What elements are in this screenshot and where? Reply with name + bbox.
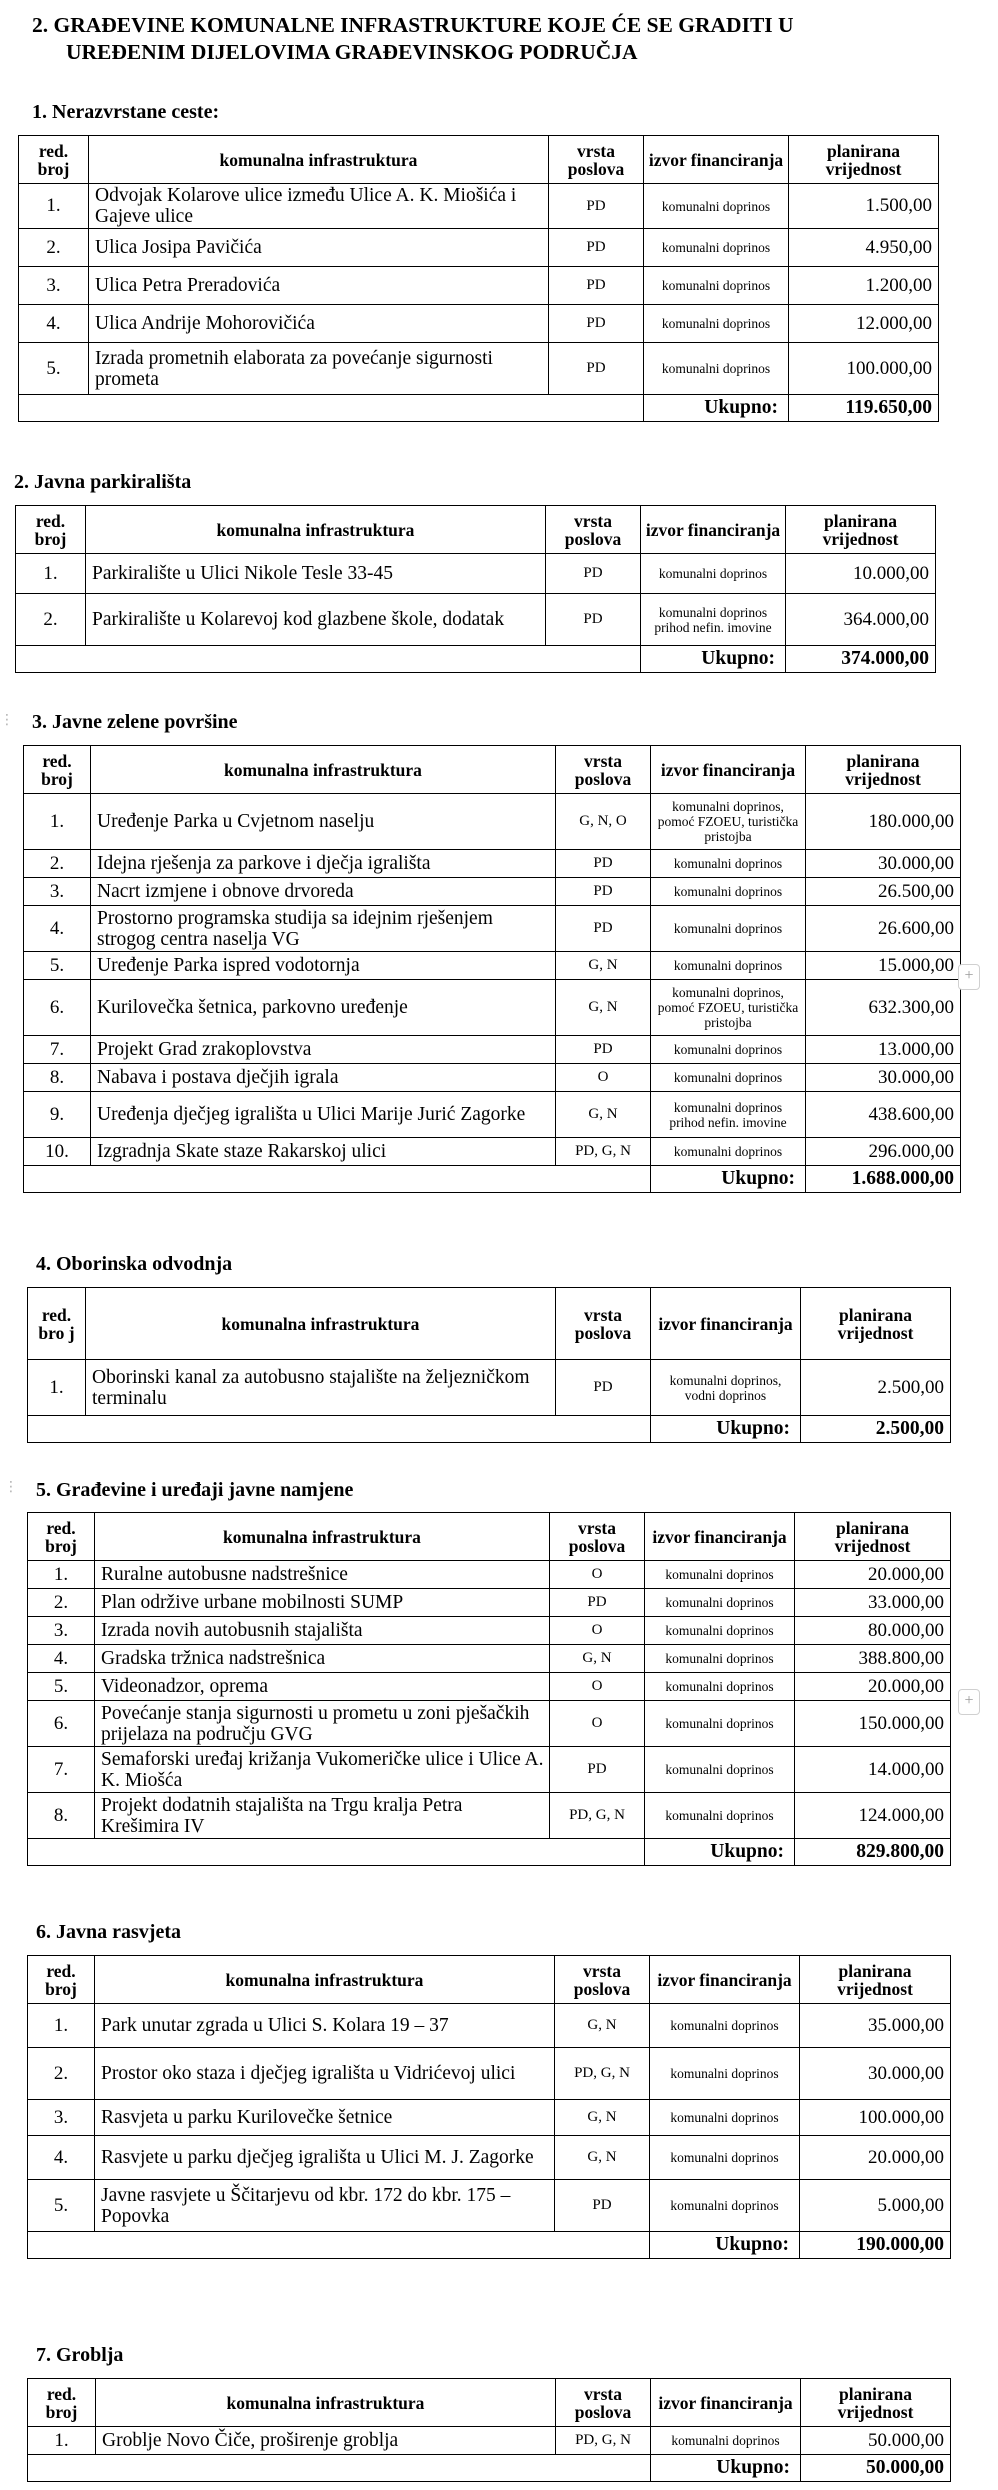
row-izvor-financiranja: komunalni doprinos xyxy=(650,2004,800,2048)
row-infrastruktura: Rasvjete u parku dječjeg igrališta u Ulici M. J. Zagorke xyxy=(95,2136,555,2180)
row-vrijednost: 35.000,00 xyxy=(800,2004,951,2048)
row-infrastruktura: Izrada novih autobusnih stajališta xyxy=(95,1617,550,1645)
row-vrijednost: 50.000,00 xyxy=(801,2427,951,2455)
row-vrijednost: 180.000,00 xyxy=(806,794,961,850)
row-infrastruktura: Uređenje Parka ispred vodotornja xyxy=(91,952,556,980)
row-vrsta-poslova: PD, G, N xyxy=(555,2048,650,2100)
total-label: Ukupno: xyxy=(645,1839,795,1866)
header-izvor-financiranja: izvor financiranja xyxy=(651,746,806,794)
row-infrastruktura: Izrada prometnih elaborata za povećanje sigurnosti prometa xyxy=(89,343,549,395)
table-row xyxy=(28,2048,951,2100)
row-vrijednost: 20.000,00 xyxy=(800,2136,951,2180)
row-number: 5. xyxy=(28,2180,95,2232)
row-izvor-financiranja: komunalni doprinos xyxy=(651,1036,806,1064)
row-izvor-financiranja: komunalni doprinos xyxy=(651,850,806,878)
row-vrsta-poslova: G, N xyxy=(556,980,651,1036)
row-vrijednost: 30.000,00 xyxy=(806,850,961,878)
row-vrijednost: 100.000,00 xyxy=(800,2100,951,2136)
row-infrastruktura: Javne rasvjete u Ščitarjevu od kbr. 172 do kbr. 175 – Popovka xyxy=(95,2180,555,2232)
header-vrsta-poslova: vrsta poslova xyxy=(550,1513,645,1561)
row-number: 10. xyxy=(24,1138,91,1166)
section-table xyxy=(27,1955,951,2259)
row-infrastruktura: Ulica Andrije Mohorovičića xyxy=(89,305,549,343)
total-row xyxy=(24,1166,961,1193)
section-table xyxy=(15,505,936,673)
row-infrastruktura: Izgradnja Skate staze Rakarskoj ulici xyxy=(91,1138,556,1166)
total-spacer xyxy=(28,1416,651,1443)
table-row xyxy=(19,229,939,267)
table-header-row xyxy=(28,1956,951,2004)
row-vrsta-poslova: PD xyxy=(556,906,651,952)
row-vrijednost: 364.000,00 xyxy=(786,594,936,646)
row-vrsta-poslova: PD xyxy=(550,1589,645,1617)
table-row xyxy=(28,1793,951,1839)
row-infrastruktura: Prostor oko staza i dječjeg igrališta u Vidrićevoj ulici xyxy=(95,2048,555,2100)
total-row xyxy=(28,2232,951,2259)
row-number: 5. xyxy=(28,1673,95,1701)
row-izvor-financiranja: komunalni doprinos xyxy=(645,1701,795,1747)
row-vrijednost: 15.000,00 xyxy=(806,952,961,980)
section-title: 7. Groblja xyxy=(36,2344,124,2366)
row-vrijednost: 296.000,00 xyxy=(806,1138,961,1166)
row-vrsta-poslova: PD xyxy=(549,229,644,267)
drag-handle-icon[interactable]: ⋮ xyxy=(4,1479,18,1495)
row-infrastruktura: Uređenja dječjeg igrališta u Ulici Marije Jurić Zagorke xyxy=(91,1092,556,1138)
row-infrastruktura: Uređenje Parka u Cvjetnom naselju xyxy=(91,794,556,850)
header-planirana-vrijednost: planirana vrijednost xyxy=(786,506,936,554)
row-number: 1. xyxy=(28,1561,95,1589)
section-title: 6. Javna rasvjeta xyxy=(36,1921,181,1943)
row-number: 6. xyxy=(24,980,91,1036)
row-number: 8. xyxy=(24,1064,91,1092)
row-vrijednost: 14.000,00 xyxy=(795,1747,951,1793)
row-vrsta-poslova: PD xyxy=(556,1360,651,1416)
table-row xyxy=(28,1617,951,1645)
table-row xyxy=(24,906,961,952)
add-row-icon[interactable]: + xyxy=(958,1689,980,1715)
total-value: 190.000,00 xyxy=(800,2232,951,2259)
header-red-broj: red. broj xyxy=(28,1513,95,1561)
table-row xyxy=(19,184,939,229)
row-number: 1. xyxy=(16,554,86,594)
header-infrastruktura: komunalna infrastruktura xyxy=(86,506,546,554)
header-planirana-vrijednost: planirana vrijednost xyxy=(789,136,939,184)
header-red-broj: red. broj xyxy=(24,746,91,794)
row-infrastruktura: Semaforski uređaj križanja Vukomeričke ulice i Ulice A. K. Miošća xyxy=(95,1747,550,1793)
row-number: 4. xyxy=(28,1645,95,1673)
table-header-row xyxy=(28,1513,951,1561)
row-vrijednost: 30.000,00 xyxy=(800,2048,951,2100)
row-izvor-financiranja: komunalni doprinos xyxy=(651,1064,806,1092)
row-vrsta-poslova: O xyxy=(550,1561,645,1589)
row-izvor-financiranja: komunalni doprinos, pomoć FZOEU, turistička pristojba xyxy=(651,794,806,850)
row-vrsta-poslova: O xyxy=(556,1064,651,1092)
row-vrijednost: 26.600,00 xyxy=(806,906,961,952)
row-vrsta-poslova: PD xyxy=(555,2180,650,2232)
section-title: 2. Javna parkirališta xyxy=(14,471,192,493)
header-vrsta-poslova: vrsta poslova xyxy=(556,746,651,794)
row-number: 6. xyxy=(28,1701,95,1747)
table-row xyxy=(28,2427,951,2455)
header-red-broj: red. broj xyxy=(16,506,86,554)
row-izvor-financiranja: komunalni doprinos xyxy=(651,2427,801,2455)
row-infrastruktura: Park unutar zgrada u Ulici S. Kolara 19 – 37 xyxy=(95,2004,555,2048)
row-number: 4. xyxy=(28,2136,95,2180)
table-row xyxy=(24,980,961,1036)
section-title: 4. Oborinska odvodnja xyxy=(36,1253,233,1275)
row-vrsta-poslova: PD xyxy=(556,878,651,906)
row-vrijednost: 20.000,00 xyxy=(795,1561,951,1589)
header-infrastruktura: komunalna infrastruktura xyxy=(95,1956,555,2004)
row-vrsta-poslova: G, N xyxy=(555,2136,650,2180)
table-header-row xyxy=(16,506,936,554)
row-vrijednost: 100.000,00 xyxy=(789,343,939,395)
row-infrastruktura: Groblje Novo Čiče, proširenje groblja xyxy=(96,2427,556,2455)
total-spacer xyxy=(24,1166,651,1193)
header-izvor-financiranja: izvor financiranja xyxy=(645,1513,795,1561)
table-row xyxy=(28,1747,951,1793)
row-izvor-financiranja: komunalni doprinos xyxy=(644,229,789,267)
row-infrastruktura: Plan održive urbane mobilnosti SUMP xyxy=(95,1589,550,1617)
table-row xyxy=(19,267,939,305)
table-row xyxy=(24,952,961,980)
row-izvor-financiranja: komunalni doprinos xyxy=(645,1589,795,1617)
row-izvor-financiranja: komunalni doprinos xyxy=(644,305,789,343)
row-vrijednost: 1.200,00 xyxy=(789,267,939,305)
header-planirana-vrijednost: planirana vrijednost xyxy=(800,1956,951,2004)
total-label: Ukupno: xyxy=(651,2455,801,2482)
row-vrsta-poslova: PD, G, N xyxy=(556,1138,651,1166)
row-vrijednost: 438.600,00 xyxy=(806,1092,961,1138)
row-vrsta-poslova: PD xyxy=(549,343,644,395)
row-vrsta-poslova: O xyxy=(550,1701,645,1747)
row-vrijednost: 632.300,00 xyxy=(806,980,961,1036)
row-vrijednost: 26.500,00 xyxy=(806,878,961,906)
total-value: 374.000,00 xyxy=(786,646,936,673)
row-vrsta-poslova: G, N xyxy=(556,1092,651,1138)
total-row xyxy=(28,1416,951,1443)
row-vrsta-poslova: PD, G, N xyxy=(550,1793,645,1839)
row-vrsta-poslova: O xyxy=(550,1617,645,1645)
table-header-row xyxy=(24,746,961,794)
row-izvor-financiranja: komunalni doprinos xyxy=(651,878,806,906)
header-planirana-vrijednost: planirana vrijednost xyxy=(801,2379,951,2427)
row-izvor-financiranja: komunalni doprinos prihod nefin. imovine xyxy=(651,1092,806,1138)
table-row xyxy=(28,2100,951,2136)
total-value: 50.000,00 xyxy=(801,2455,951,2482)
row-number: 1. xyxy=(19,184,89,229)
row-vrijednost: 150.000,00 xyxy=(795,1701,951,1747)
row-infrastruktura: Ulica Petra Preradovića xyxy=(89,267,549,305)
row-vrijednost: 4.950,00 xyxy=(789,229,939,267)
row-number: 3. xyxy=(24,878,91,906)
total-value: 1.688.000,00 xyxy=(806,1166,961,1193)
total-spacer xyxy=(28,1839,645,1866)
heading-line-2: UREĐENIM DIJELOVIMA GRAĐEVINSKOG PODRUČJA xyxy=(66,40,638,64)
row-izvor-financiranja: komunalni doprinos xyxy=(650,2180,800,2232)
row-izvor-financiranja: komunalni doprinos xyxy=(645,1645,795,1673)
row-number: 4. xyxy=(19,305,89,343)
row-infrastruktura: Nabava i postava dječjih igrala xyxy=(91,1064,556,1092)
row-izvor-financiranja: komunalni doprinos xyxy=(650,2100,800,2136)
header-infrastruktura: komunalna infrastruktura xyxy=(95,1513,550,1561)
table-row xyxy=(19,305,939,343)
header-red-broj: red. broj xyxy=(28,1956,95,2004)
row-number: 1. xyxy=(24,794,91,850)
row-number: 2. xyxy=(24,850,91,878)
row-number: 9. xyxy=(24,1092,91,1138)
section-table xyxy=(18,135,939,422)
total-label: Ukupno: xyxy=(651,1166,806,1193)
row-infrastruktura: Rasvjeta u parku Kurilovečke šetnice xyxy=(95,2100,555,2136)
row-vrijednost: 5.000,00 xyxy=(800,2180,951,2232)
row-infrastruktura: Nacrt izmjene i obnove drvoreda xyxy=(91,878,556,906)
table-row xyxy=(24,1138,961,1166)
table-row xyxy=(24,878,961,906)
section-table xyxy=(27,1512,951,1866)
row-number: 1. xyxy=(28,2427,96,2455)
total-label: Ukupno: xyxy=(651,1416,801,1443)
section-title: 1. Nerazvrstane ceste: xyxy=(32,101,220,123)
row-vrijednost: 30.000,00 xyxy=(806,1064,961,1092)
total-row xyxy=(28,2455,951,2482)
section-title: 3. Javne zelene površine xyxy=(32,711,238,733)
row-vrijednost: 80.000,00 xyxy=(795,1617,951,1645)
row-infrastruktura: Parkiralište u Kolarevoj kod glazbene škole, dodatak xyxy=(86,594,546,646)
row-izvor-financiranja: komunalni doprinos, pomoć FZOEU, turistička pristojba xyxy=(651,980,806,1036)
table-row xyxy=(28,1645,951,1673)
row-izvor-financiranja: komunalni doprinos xyxy=(645,1617,795,1645)
table-header-row xyxy=(28,2379,951,2427)
total-value: 2.500,00 xyxy=(801,1416,951,1443)
row-vrijednost: 12.000,00 xyxy=(789,305,939,343)
row-vrijednost: 13.000,00 xyxy=(806,1036,961,1064)
row-number: 8. xyxy=(28,1793,95,1839)
row-vrsta-poslova: PD xyxy=(549,305,644,343)
heading-line-1: 2. GRAĐEVINE KOMUNALNE INFRASTRUKTURE KOJE ĆE SE GRADITI U xyxy=(32,13,794,37)
total-label: Ukupno: xyxy=(641,646,786,673)
section-table xyxy=(27,2378,951,2482)
table-row xyxy=(16,554,936,594)
section-table xyxy=(27,1287,951,1443)
row-infrastruktura: Kurilovečka šetnica, parkovno uređenje xyxy=(91,980,556,1036)
row-vrijednost: 10.000,00 xyxy=(786,554,936,594)
row-izvor-financiranja: komunalni doprinos xyxy=(644,343,789,395)
header-red-broj: red. bro j xyxy=(28,1288,86,1360)
header-infrastruktura: komunalna infrastruktura xyxy=(96,2379,556,2427)
header-vrsta-poslova: vrsta poslova xyxy=(555,1956,650,2004)
header-red-broj: red. broj xyxy=(28,2379,96,2427)
row-izvor-financiranja: komunalni doprinos prihod nefin. imovine xyxy=(641,594,786,646)
drag-handle-icon[interactable]: ⋮ xyxy=(0,712,14,728)
header-izvor-financiranja: izvor financiranja xyxy=(651,1288,801,1360)
add-row-icon[interactable]: + xyxy=(958,964,980,990)
header-planirana-vrijednost: planirana vrijednost xyxy=(806,746,961,794)
total-label: Ukupno: xyxy=(644,395,789,422)
total-row xyxy=(28,1839,951,1866)
header-vrsta-poslova: vrsta poslova xyxy=(556,2379,651,2427)
row-infrastruktura: Ulica Josipa Pavičića xyxy=(89,229,549,267)
row-number: 3. xyxy=(19,267,89,305)
row-infrastruktura: Oborinski kanal za autobusno stajalište na željezničkom terminalu xyxy=(86,1360,556,1416)
table-row xyxy=(28,2136,951,2180)
row-izvor-financiranja: komunalni doprinos xyxy=(651,952,806,980)
row-infrastruktura: Idejna rješenja za parkove i dječja igrališta xyxy=(91,850,556,878)
header-izvor-financiranja: izvor financiranja xyxy=(641,506,786,554)
row-infrastruktura: Gradska tržnica nadstrešnica xyxy=(95,1645,550,1673)
table-row xyxy=(19,343,939,395)
header-planirana-vrijednost: planirana vrijednost xyxy=(801,1288,951,1360)
row-number: 2. xyxy=(28,1589,95,1617)
row-izvor-financiranja: komunalni doprinos, vodni doprinos xyxy=(651,1360,801,1416)
row-number: 5. xyxy=(19,343,89,395)
total-spacer xyxy=(16,646,641,673)
row-number: 3. xyxy=(28,2100,95,2136)
row-number: 5. xyxy=(24,952,91,980)
row-infrastruktura: Parkiralište u Ulici Nikole Tesle 33-45 xyxy=(86,554,546,594)
row-izvor-financiranja: komunalni doprinos xyxy=(650,2048,800,2100)
row-number: 1. xyxy=(28,2004,95,2048)
row-vrsta-poslova: PD xyxy=(550,1747,645,1793)
total-spacer xyxy=(28,2232,650,2259)
row-vrsta-poslova: PD xyxy=(556,850,651,878)
row-vrsta-poslova: G, N xyxy=(556,952,651,980)
header-izvor-financiranja: izvor financiranja xyxy=(650,1956,800,2004)
row-infrastruktura: Projekt dodatnih stajališta na Trgu kralja Petra Krešimira IV xyxy=(95,1793,550,1839)
header-izvor-financiranja: izvor financiranja xyxy=(651,2379,801,2427)
table-row xyxy=(24,1092,961,1138)
row-vrsta-poslova: G, N, O xyxy=(556,794,651,850)
row-infrastruktura: Ruralne autobusne nadstrešnice xyxy=(95,1561,550,1589)
section-table xyxy=(23,745,961,1193)
row-infrastruktura: Videonadzor, oprema xyxy=(95,1673,550,1701)
total-value: 829.800,00 xyxy=(795,1839,951,1866)
row-number: 2. xyxy=(19,229,89,267)
row-number: 2. xyxy=(28,2048,95,2100)
table-row xyxy=(28,1589,951,1617)
row-vrsta-poslova: PD xyxy=(546,594,641,646)
row-izvor-financiranja: komunalni doprinos xyxy=(641,554,786,594)
table-row xyxy=(24,1064,961,1092)
row-vrsta-poslova: PD xyxy=(556,1036,651,1064)
row-infrastruktura: Odvojak Kolarove ulice između Ulice A. K. Miošića i Gajeve ulice xyxy=(89,184,549,229)
row-number: 7. xyxy=(28,1747,95,1793)
header-vrsta-poslova: vrsta poslova xyxy=(546,506,641,554)
row-izvor-financiranja: komunalni doprinos xyxy=(645,1793,795,1839)
row-infrastruktura: Projekt Grad zrakoplovstva xyxy=(91,1036,556,1064)
row-izvor-financiranja: komunalni doprinos xyxy=(651,1138,806,1166)
row-infrastruktura: Povećanje stanja sigurnosti u prometu u zoni pješačkih prijelaza na području GVG xyxy=(95,1701,550,1747)
row-izvor-financiranja: komunalni doprinos xyxy=(644,184,789,229)
header-infrastruktura: komunalna infrastruktura xyxy=(89,136,549,184)
table-row xyxy=(28,1673,951,1701)
row-vrsta-poslova: PD xyxy=(549,184,644,229)
row-vrsta-poslova: G, N xyxy=(555,2004,650,2048)
table-row xyxy=(28,1701,951,1747)
row-vrijednost: 33.000,00 xyxy=(795,1589,951,1617)
row-number: 7. xyxy=(24,1036,91,1064)
row-number: 4. xyxy=(24,906,91,952)
table-row xyxy=(24,1036,961,1064)
row-izvor-financiranja: komunalni doprinos xyxy=(651,906,806,952)
row-vrsta-poslova: PD, G, N xyxy=(556,2427,651,2455)
row-vrsta-poslova: PD xyxy=(549,267,644,305)
total-spacer xyxy=(19,395,644,422)
table-row xyxy=(28,2180,951,2232)
row-izvor-financiranja: komunalni doprinos xyxy=(644,267,789,305)
total-row xyxy=(19,395,939,422)
total-row xyxy=(16,646,936,673)
row-vrsta-poslova: G, N xyxy=(555,2100,650,2136)
table-row xyxy=(24,850,961,878)
row-izvor-financiranja: komunalni doprinos xyxy=(645,1561,795,1589)
total-spacer xyxy=(28,2455,651,2482)
row-number: 3. xyxy=(28,1617,95,1645)
row-infrastruktura: Prostorno programska studija sa idejnim rješenjem strogog centra naselja VG xyxy=(91,906,556,952)
row-number: 2. xyxy=(16,594,86,646)
row-vrijednost: 124.000,00 xyxy=(795,1793,951,1839)
row-vrsta-poslova: PD xyxy=(546,554,641,594)
total-value: 119.650,00 xyxy=(789,395,939,422)
table-header-row xyxy=(28,1288,951,1360)
table-row xyxy=(28,1360,951,1416)
row-vrijednost: 2.500,00 xyxy=(801,1360,951,1416)
total-label: Ukupno: xyxy=(650,2232,800,2259)
row-vrijednost: 388.800,00 xyxy=(795,1645,951,1673)
header-vrsta-poslova: vrsta poslova xyxy=(549,136,644,184)
table-row xyxy=(24,794,961,850)
header-vrsta-poslova: vrsta poslova xyxy=(556,1288,651,1360)
row-vrsta-poslova: G, N xyxy=(550,1645,645,1673)
header-infrastruktura: komunalna infrastruktura xyxy=(91,746,556,794)
row-izvor-financiranja: komunalni doprinos xyxy=(650,2136,800,2180)
table-row xyxy=(28,2004,951,2048)
table-row xyxy=(16,594,936,646)
row-vrijednost: 1.500,00 xyxy=(789,184,939,229)
row-izvor-financiranja: komunalni doprinos xyxy=(645,1747,795,1793)
row-vrsta-poslova: O xyxy=(550,1673,645,1701)
header-izvor-financiranja: izvor financiranja xyxy=(644,136,789,184)
row-vrijednost: 20.000,00 xyxy=(795,1673,951,1701)
row-number: 1. xyxy=(28,1360,86,1416)
header-infrastruktura: komunalna infrastruktura xyxy=(86,1288,556,1360)
section-title: 5. Građevine i uređaji javne namjene xyxy=(36,1479,354,1501)
page-heading xyxy=(32,12,932,66)
row-izvor-financiranja: komunalni doprinos xyxy=(645,1673,795,1701)
table-header-row xyxy=(19,136,939,184)
header-planirana-vrijednost: planirana vrijednost xyxy=(795,1513,951,1561)
header-red-broj: red. broj xyxy=(19,136,89,184)
table-row xyxy=(28,1561,951,1589)
